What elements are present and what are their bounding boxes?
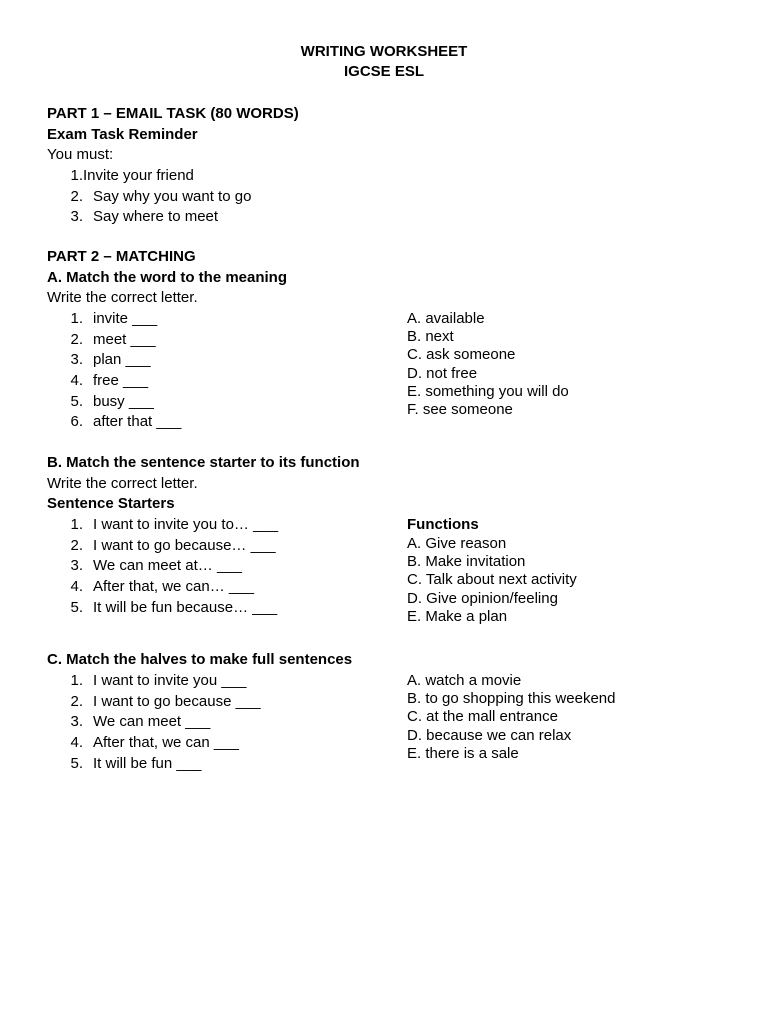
item-text: We can meet at… ___ (93, 557, 242, 575)
item-number: 2. (70, 330, 83, 348)
option-item: E. something you will do (407, 382, 569, 400)
section-b-heading: B. Match the sentence starter to its function (47, 454, 360, 471)
option-item: C. Talk about next activity (407, 571, 577, 589)
item-number: 6. (70, 413, 83, 431)
option-item: D. not free (407, 364, 478, 382)
item-number: 1. (70, 671, 83, 689)
list-item (47, 186, 727, 207)
item-text: I want to invite you ___ (93, 671, 247, 689)
item-text: After that, we can… ___ (93, 577, 254, 595)
item-text: busy ___ (93, 392, 154, 410)
item-text: I want to go because ___ (93, 692, 261, 710)
part1-heading: PART 1 – EMAIL TASK (80 WORDS) (47, 105, 299, 122)
option-item: A. available (407, 310, 485, 327)
section-b-functions (407, 515, 747, 626)
item-number: 3. (70, 208, 83, 226)
option-item: A. watch a movie (407, 672, 522, 689)
item-text: Say where to meet (93, 208, 219, 226)
item-text: free ___ (93, 371, 149, 389)
part2-heading: PART 2 – MATCHING (47, 248, 196, 265)
item-number: 3. (70, 557, 83, 575)
option-item: D. Give opinion/feeling (407, 589, 558, 607)
item-text: invite ___ (93, 309, 158, 327)
item-number: 4. (70, 577, 83, 595)
item-number: 3. (70, 713, 83, 731)
item-number: 1. (70, 166, 83, 184)
section-b-instruction: Write the correct letter. (47, 474, 198, 492)
worksheet-subtitle: IGCSE ESL (343, 63, 425, 80)
item-text: It will be fun because… ___ (93, 598, 278, 616)
item-number: 4. (70, 733, 83, 751)
option-item: C. at the mall entrance (407, 708, 558, 726)
item-text: It will be fun ___ (93, 754, 202, 772)
part1-list (47, 166, 727, 228)
list-item (47, 166, 727, 187)
section-c-heading: C. Match the halves to make full sentences (47, 651, 353, 668)
item-text: Invite your friend (83, 166, 194, 184)
item-number: 3. (70, 351, 83, 369)
item-number: 5. (70, 392, 83, 410)
option-item: B. Make invitation (407, 553, 526, 571)
functions-label: Functions (407, 516, 479, 533)
section-c-options (407, 672, 747, 763)
item-number: 2. (70, 692, 83, 710)
option-item: B. next (407, 328, 454, 346)
option-item: A. Give reason (407, 535, 507, 552)
worksheet-title: WRITING WORKSHEET (300, 43, 468, 60)
option-item: C. ask someone (407, 346, 516, 364)
part1-section (47, 104, 727, 228)
item-text: Say why you want to go (93, 187, 252, 205)
section-a-options (407, 310, 747, 419)
option-item: B. to go shopping this weekend (407, 690, 616, 708)
item-text: We can meet ___ (93, 713, 211, 731)
option-item: D. because we can relax (407, 726, 572, 744)
list-item (47, 207, 727, 228)
section-a-heading: A. Match the word to the meaning (47, 268, 288, 286)
item-number: 5. (70, 598, 83, 616)
item-number: 1. (70, 309, 83, 327)
item-text: I want to go because… ___ (93, 536, 276, 554)
option-item: E. there is a sale (407, 744, 519, 762)
item-text: After that, we can ___ (93, 733, 239, 751)
option-item: F. see someone (407, 400, 513, 418)
option-item: E. Make a plan (407, 607, 508, 625)
item-number: 4. (70, 371, 83, 389)
item-text: I want to invite you to… ___ (93, 515, 279, 533)
item-number: 5. (70, 754, 83, 772)
part1-intro: You must: (47, 146, 114, 163)
part1-subheading: Exam Task Reminder (47, 125, 198, 143)
item-text: plan ___ (93, 351, 151, 369)
item-text: meet ___ (93, 330, 156, 348)
item-number: 2. (70, 187, 83, 205)
section-a-instruction: Write the correct letter. (47, 289, 198, 306)
item-number: 1. (70, 515, 83, 533)
item-number: 2. (70, 536, 83, 554)
sentence-starters-label: Sentence Starters (47, 495, 175, 512)
item-text: after that ___ (93, 413, 182, 431)
